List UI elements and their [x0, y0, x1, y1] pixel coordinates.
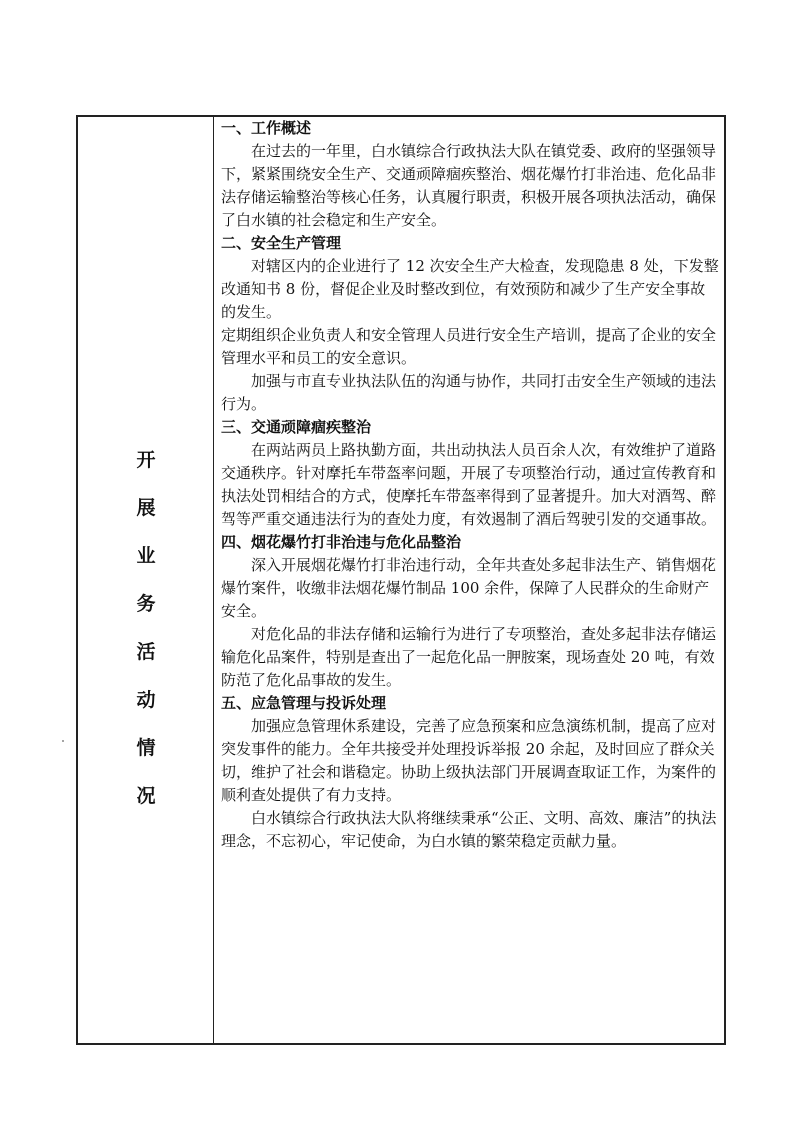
label-char: 况 [136, 785, 156, 807]
label-char: 业 [136, 545, 156, 567]
row-label [130, 436, 162, 820]
paragraph: 深入开展烟花爆竹打非治违行动，全年共查处多起非法生产、销售烟花爆竹案件，收缴非法烟花爆竹制品 100 余件，保障了人民群众的生命财产安全。 [221, 556, 717, 620]
scan-speck [62, 740, 64, 742]
paragraph: 在过去的一年里，白水镇综合行政执法大队在镇党委、政府的坚强领导下，紧紧围绕安全生产、交通顽障痼疾整治、烟花爆竹打非治违、危化品非法存储运输整治等核心任务，认真履行职责，积极开展各项执法活动，确保了白水镇的社会稳定和生产安全。 [221, 142, 717, 229]
section-heading: 五、应急管理与投诉处理 [221, 694, 387, 712]
label-char: 务 [136, 593, 156, 615]
section-heading: 四、烟花爆竹打非治违与危化品整治 [221, 533, 462, 551]
section-heading: 三、交通顽障痼疾整治 [221, 418, 372, 436]
label-cell [78, 117, 214, 1043]
paragraph: 加强与市直专业执法队伍的沟通与协作，共同打击安全生产领域的违法行为。 [221, 372, 717, 413]
label-char: 展 [136, 497, 156, 519]
paragraph: 白水镇综合行政执法大队将继续秉承“公正、文明、高效、廉洁”的执法理念，不忘初心，牢记使命，为白水镇的繁荣稳定贡献力量。 [221, 809, 717, 850]
paragraph: 对危化品的非法存储和运输行为进行了专项整治，查处多起非法存储运输危化品案件，特别是查出了一起危化品一胛胺案，现场查处 20 吨，有效防范了危化品事故的发生。 [221, 625, 717, 689]
label-char: 情 [136, 737, 156, 759]
label-char: 开 [136, 449, 156, 471]
label-char: 活 [136, 641, 156, 663]
paragraph: 在两站两员上路执勤方面，共出动执法人员百余人次，有效维护了道路交通秩序。针对摩托车带盔率问题，开展了专项整治行动，通过宣传教育和执法处罚相结合的方式，使摩托车带盔率得到了显著提升。加大对酒驾、醉驾等严重交通违法行为的查处力度，有效遏制了酒后驾驶引发的交通事故。 [221, 441, 717, 528]
section-heading: 二、安全生产管理 [221, 234, 342, 252]
content-cell [221, 117, 719, 853]
section-heading: 一、工作概述 [221, 119, 312, 137]
label-char: 动 [136, 689, 156, 711]
paragraph: 对辖区内的企业进行了 12 次安全生产大检查，发现隐患 8 处，下发整改通知书 8 份，督促企业及时整改到位，有效预防和减少了生产安全事故的发生。 [221, 257, 719, 321]
paragraph: 加强应急管理休系建设，完善了应急预案和应急演练机制，提高了应对突发事件的能力。全年共接受并处理投诉举报 20 余起，及时回应了群众关切，维护了社会和谐稳定。协助上级执法部门开展调查取证工作，为案件的顺利查处提供了有力支持。 [221, 717, 717, 804]
form-table [76, 115, 726, 1045]
paragraph: 定期组织企业负责人和安全管理人员进行安全生产培训，提高了企业的安全管理水平和员工的安全意识。 [221, 326, 717, 367]
